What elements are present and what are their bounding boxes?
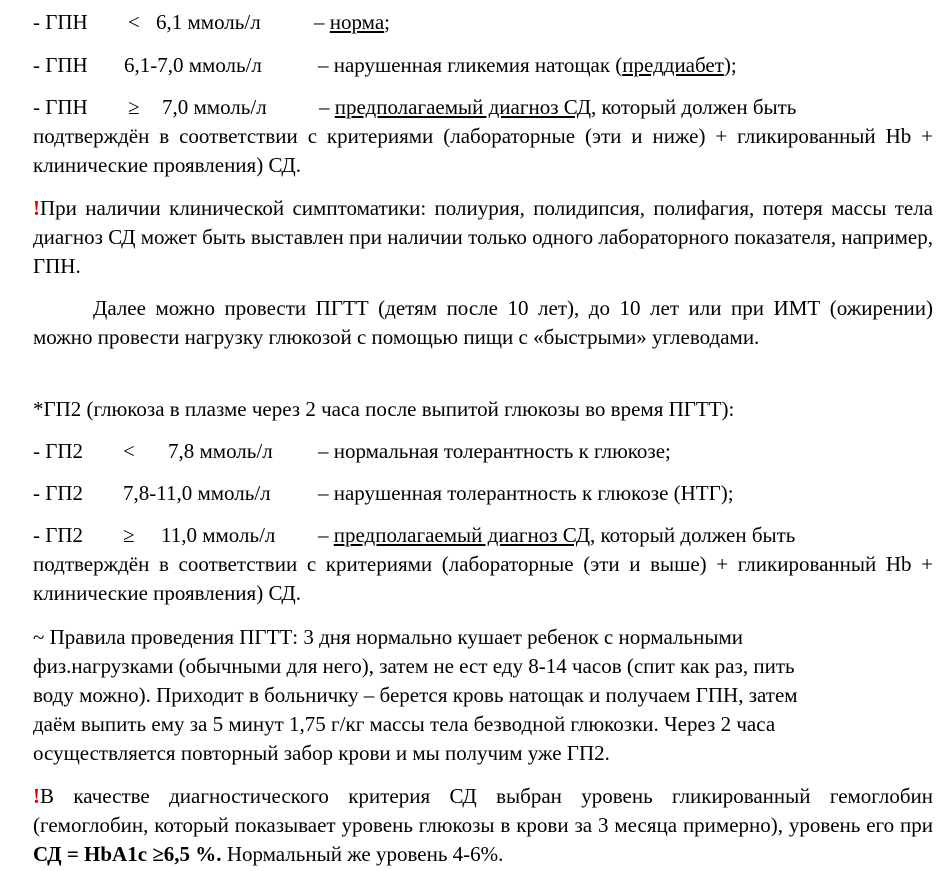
fpg-value: 6,1 ммоль/л — [156, 10, 261, 34]
fpg-value: 6,1-7,0 ммоль/л — [124, 53, 262, 77]
rules-line: физ.нагрузками (обычными для него), затем не ест еду 8-14 часов (спит как раз, пить — [33, 654, 795, 678]
gp2-heading: *ГП2 (глюкоза в плазме через 2 часа после выпитой глюкозы во время ПГТТ): — [33, 397, 735, 421]
hba1c-criterion: СД = HbA1c ≥6,5 %. — [33, 842, 222, 866]
fpg-row: - ГПН 6,1-7,0 ммоль/л – нарушенная гликемия натощак (преддиабет); — [33, 51, 737, 80]
rules-line: даём выпить ему за 5 минут 1,75 г/кг массы тела безводной глюкозки. Через 2 часа — [33, 712, 776, 736]
fpg-norm-link: норма — [329, 10, 385, 34]
warning-mark-icon: ! — [33, 784, 40, 808]
warning-mark-icon: ! — [33, 196, 40, 220]
gp2-desc: – нормальная толерантность к глюкозе; — [318, 439, 671, 463]
gp2-value: 7,8-11,0 ммоль/л — [123, 481, 271, 505]
fpg-label: - ГПН — [33, 53, 88, 77]
diagnosis-link: предполагаемый диагноз СД — [334, 95, 592, 119]
note-clinical: !При наличии клинической симптоматики: полиурия, полидипсия, полифагия, потеря массы тела диагноз СД может быть выставлен при наличии только одного лабораторного показателя, например, ГПН. — [33, 196, 933, 278]
gp2-label: - ГП2 — [33, 481, 84, 505]
pgtt-paragraph: Далее можно провести ПГТТ (детям после 10 лет), до 10 лет или при ИМТ (ожирении) можно провести нагрузку глюкозой с помощью пищи с «быстрыми» углеводами. — [33, 296, 933, 349]
rules-line: воду можно). Приходит в больничку – берется кровь натощак и получаем ГПН, затем — [33, 683, 798, 707]
fpg-value: 7,0 ммоль/л — [162, 95, 267, 119]
rules-line: ~ Правила проведения ПГТТ: 3 дня нормально кушает ребенок с нормальными — [33, 625, 743, 649]
fpg-row: - ГПН < 6,1 ммоль/л – норма; — [33, 8, 390, 37]
rules-line: осуществляется повторный забор крови и мы получим уже ГП2. — [33, 741, 610, 765]
gp2-sign: < — [123, 439, 135, 463]
fpg-sign: ≥ — [128, 95, 140, 119]
diagnosis-link: предполагаемый диагноз СД — [333, 523, 591, 547]
fpg-label: - ГПН — [33, 10, 88, 34]
note-hba1c: !В качестве диагностического критерия СД выбран уровень гликированный гемоглобин (гемоглобин, который показывает уровень глюкозы в крови за 3 месяца примерно), уровень его при СД = HbA1c ≥6,5 %. Нормальный же уровень 4-6%. — [33, 784, 933, 866]
fpg-row: - ГПН ≥ 7,0 ммоль/л – предполагаемый диагноз СД, который должен быть — [33, 93, 796, 122]
fpg-sign: < — [128, 10, 140, 34]
prediabetes-link: преддиабет — [622, 53, 724, 77]
gp2-continuation: подтверждён в соответствии с критериями (лабораторные (эти и выше) + гликированный Hb + клинические проявления) СД. — [33, 552, 933, 605]
pgtt-rules — [33, 623, 933, 768]
gp2-row — [33, 437, 671, 466]
gp2-value: 7,8 ммоль/л — [168, 439, 273, 463]
gp2-label: - ГП2 — [33, 439, 84, 463]
fpg-continuation: подтверждён в соответствии с критериями (лабораторные (эти и ниже) + гликированный Hb + клинические проявления) СД. — [33, 124, 933, 177]
gp2-desc: – нарушенная толерантность к глюкозе (НТГ); — [318, 481, 734, 505]
gp2-sign: ≥ — [123, 523, 135, 547]
gp2-label: - ГП2 — [33, 523, 84, 547]
fpg-label: - ГПН — [33, 95, 88, 119]
gp2-value: 11,0 ммоль/л — [161, 523, 276, 547]
gp2-row: - ГП2 ≥ 11,0 ммоль/л – предполагаемый диагноз СД, который должен быть — [33, 521, 795, 550]
gp2-row — [33, 479, 734, 508]
